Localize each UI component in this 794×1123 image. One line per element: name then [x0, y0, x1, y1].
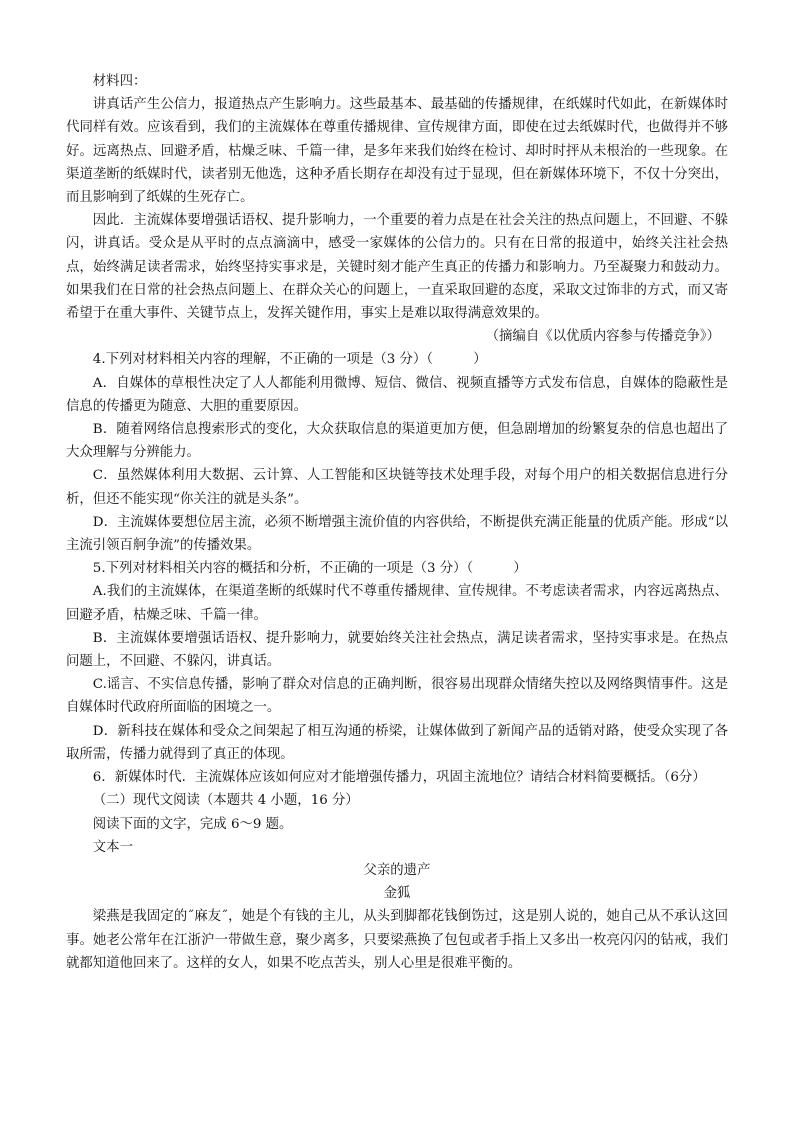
material-paragraph-1: 讲真话产生公信力，报道热点产生影响力。这些最基本、最基础的传播规律，在纸媒时代如此，在新媒体时代同样有效。应该看到，我们的主流媒体在尊重传播规律、宣传规律方面，即使在过去纸媒时代，也做得并不够好。远离热点、回避矛盾，枯燥乏味、千篇一律，是多年来我们始终在检讨、却时时抨从未根治的一些现象。在渠道垄断的纸媒时代，读者别无他选，这种矛盾长期存在却没有过于显现，但在新媒体环境下，不仅十分突出，而且影响到了纸媒的生死存亡。 — [66, 97, 728, 206]
story-author: 金狐 — [383, 886, 411, 902]
text-label: 文本一 — [92, 839, 133, 855]
question-5-option-c: C.谣言、不实信息传播，影响了群众对信息的正确判断，很容易出现群众情绪失控以及网络舆情事件。这是自媒体时代政府所面临的困境之一。 — [66, 677, 728, 716]
question-5-stem: 5.下列对材料相关内容的概括和分析，不正确的一项是（3 分）（ ） — [92, 561, 527, 577]
document-page — [66, 70, 728, 975]
question-4-option-d: D．主流媒体要想位居主流，必须不断增强主流价值的内容供给，不断提供充满正能量的优质产能。形成“以主流引领百舸争流”的传播效果。 — [66, 514, 728, 554]
question-6-stem: 6．新媒体时代．主流媒体应该如何应对才能增强传播力，巩固主流地位？请结合材料简要概括。（6分） — [92, 770, 706, 786]
question-4-stem: 4.下列对材料相关内容的理解，不正确的一项是（3 分）（ ） — [92, 352, 487, 368]
story-title: 父亲的遗产 — [363, 862, 431, 878]
question-5-option-d: D．新科技在媒体和受众之间架起了相互沟通的桥梁，让媒体做到了新闻产品的适销对路，使受众实现了各取所需，传播力就得到了真正的体现。 — [66, 723, 728, 762]
reading-instruction: 阅读下面的文字，完成 6～9 题。 — [92, 816, 293, 832]
story-paragraph-1: 梁燕是我固定的˝麻友˝，她是个有钱的主儿，从头到脚都花钱倒饬过，这是别人说的，她自己从不承认这回事。她老公常年在江浙沪一带做生意，聚少离多，只要梁燕换了包包或者手指上又多出一枚亮闪闪的钻戒，我们就都知道他回来了。这样的女人，如果不吃点苦头，别人心里是很难平衡的。 — [66, 909, 728, 971]
question-4-option-b: B．随着网络信息搜索形式的变化，大众获取信息的渠道更加方便，但急剧增加的纷繁复杂的信息也超出了大众理解与分辨能力。 — [66, 422, 728, 461]
material-source: （摘编自《以优质内容参与传播竞争》） — [485, 329, 720, 345]
material-heading: 材料四： — [92, 74, 147, 89]
section-heading: （二）现代文阅读（本题共 4 小题，16 分） — [92, 793, 359, 809]
material-paragraph-2: 因此．主流媒体要增强话语权、提升影响力，一个重要的着力点是在社会关注的热点问题上，不回避、不躲闪，讲真话。受众是从平时的点点滴滴中，感受一家媒体的公信力的。只有在日常的报道中，始终关注社会热点，始终满足读者需求，始终坚持实事求是，关键时刻才能产生真正的传播力和影响力。乃至凝聚力和鼓动力。如果我们在日常的社会热点问题上、在群众关心的问题上，一直采取回避的态度，采取文过饰非的方式，而又寄希望于在重大事件、关键节点上，发挥关键作用，事实上是难以取得满意效果的。 — [66, 213, 728, 322]
question-5-option-b: B．主流媒体要增强话语权、提升影响力，就要始终关注社会热点，满足读者需求，坚持实事求是。在热点问题上，不回避、不躲闪，讲真话。 — [66, 630, 728, 670]
question-4-option-c: C．虽然媒体利用大数据、云计算、人工智能和区块链等技术处理手段，对每个用户的相关数据信息进行分析，但还不能实现“你关注的就是头条”。 — [66, 468, 728, 507]
question-4-option-a: A．自媒体的草根性决定了人人都能利用微博、短信、微信、视频直播等方式发布信息，自媒体的隐蔽性是信息的传播更为随意、大胆的重要原因。 — [66, 375, 728, 414]
question-5-option-a: A.我们的主流媒体，在渠道垄断的纸媒时代不尊重传播规律、宣传规律。不考虑读者需求，内容远离热点、回避矛盾，枯燥乏味、千篇一律。 — [66, 584, 728, 623]
